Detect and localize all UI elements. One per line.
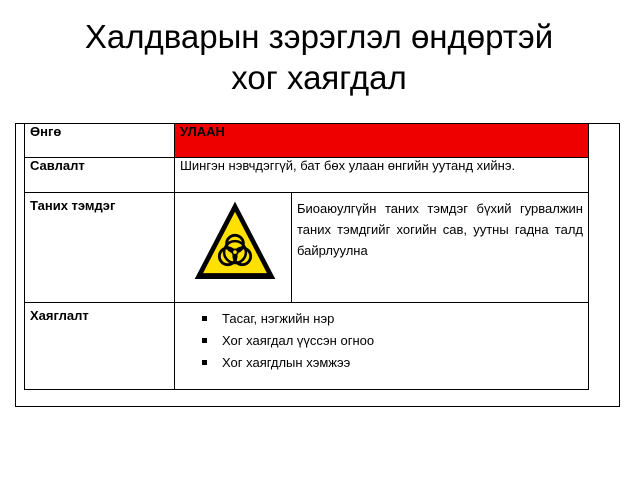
bullet-square-icon (202, 338, 207, 343)
storage-label: Савлалт (25, 158, 175, 193)
labeling-items-cell (175, 303, 589, 390)
list-item: Тасаг, нэгжийн нэр (200, 308, 583, 330)
bullet-square-icon (202, 316, 207, 321)
table-row-color (25, 124, 589, 158)
list-item: Хог хаягдал үүссэн огноо (200, 330, 583, 352)
color-value: УЛААН (175, 124, 589, 158)
waste-info-table (24, 123, 589, 390)
biohazard-icon (193, 199, 277, 285)
biohazard-sign-cell (175, 193, 292, 303)
title-line-1: Халдварын зэрэглэл өндөртэй (84, 18, 554, 55)
title-line-2: хог хаягдал (231, 59, 407, 96)
labeling-list (180, 303, 583, 374)
table-row-labeling (25, 303, 589, 390)
table-row-storage (25, 158, 589, 193)
labeling-label: Хаяглалт (25, 303, 175, 390)
table-row-sign (25, 193, 589, 303)
list-item: Хог хаягдлын хэмжээ (200, 352, 583, 374)
slide-title (0, 16, 638, 98)
storage-value: Шингэн нэвчдэггүй, бат бөх улаан өнгийн уутанд хийнэ. (175, 158, 589, 193)
sign-label: Таних тэмдэг (25, 193, 175, 303)
bullet-square-icon (202, 360, 207, 365)
color-label: Өнгө (25, 124, 175, 158)
sign-description: Биоаюулгүйн таних тэмдэг бүхий гурвалжин таних тэмдгийг хогийн сав, уутны гадна талд байрлуулна (292, 193, 589, 303)
